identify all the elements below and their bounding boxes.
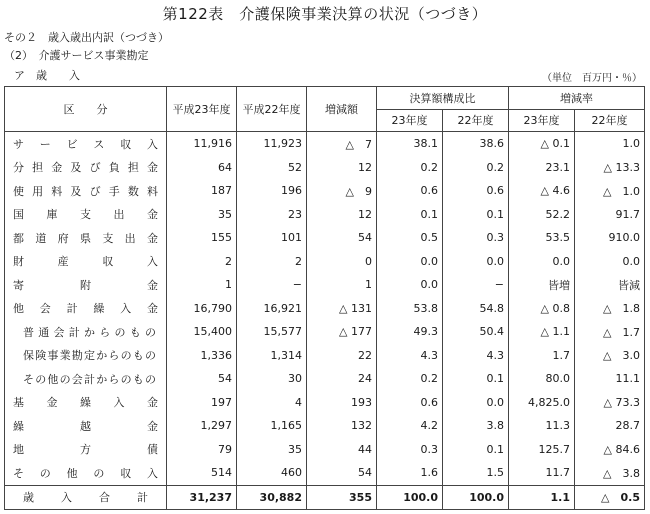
row-label: 使用料及び手数料	[5, 179, 167, 203]
row-label: 保険事業勘定からのもの	[5, 344, 167, 368]
ratio-22: −	[443, 273, 509, 297]
value-h22: 2	[237, 250, 307, 274]
ratio-22: 0.0	[443, 391, 509, 415]
rate-23: 0.0	[509, 250, 575, 274]
rate-22: 0.0	[575, 250, 645, 274]
value-h22: 52	[237, 156, 307, 180]
ratio-23: 0.0	[377, 273, 443, 297]
value-h23: 197	[167, 391, 237, 415]
rate-22: △ 1.7	[575, 320, 645, 344]
header-rate-22: 22年度	[575, 109, 645, 132]
rate-22: 1.0	[575, 132, 645, 156]
ratio-22: 0.3	[443, 226, 509, 250]
rate-22: △ 0.5	[575, 485, 645, 510]
table-row	[5, 273, 645, 297]
row-label: 都道府県支出金	[5, 226, 167, 250]
ratio-22: 0.2	[443, 156, 509, 180]
rate-22: △ 3.0	[575, 344, 645, 368]
row-label: 他会計繰入金	[5, 297, 167, 321]
value-h22: 23	[237, 203, 307, 227]
ratio-22: 3.8	[443, 414, 509, 438]
row-label: 繰越金	[5, 414, 167, 438]
table-body	[5, 132, 645, 510]
ratio-22: 50.4	[443, 320, 509, 344]
value-h23: 35	[167, 203, 237, 227]
ratio-22: 4.3	[443, 344, 509, 368]
row-label: 財産収入	[5, 250, 167, 274]
header-ratio-22: 22年度	[443, 109, 509, 132]
row-label: 普通会計からのもの	[5, 320, 167, 344]
table-row	[5, 297, 645, 321]
change-amount: 54	[307, 461, 377, 485]
row-label: その他の収入	[5, 461, 167, 485]
section-subtitle: その２ 歳入歳出内訳（つづき）	[4, 31, 169, 44]
rate-22: △ 3.8	[575, 461, 645, 485]
rate-23: 4,825.0	[509, 391, 575, 415]
rate-22: △ 1.8	[575, 297, 645, 321]
ratio-22: 0.6	[443, 179, 509, 203]
rate-22: △ 73.3	[575, 391, 645, 415]
ratio-23: 0.2	[377, 156, 443, 180]
value-h23: 79	[167, 438, 237, 462]
ratio-23: 100.0	[377, 485, 443, 510]
value-h23: 2	[167, 250, 237, 274]
change-amount: 24	[307, 367, 377, 391]
header-h22: 平成22年度	[237, 87, 307, 132]
value-h23: 11,916	[167, 132, 237, 156]
value-h23: 1	[167, 273, 237, 297]
rate-23: 1.1	[509, 485, 575, 510]
rate-23: △ 0.1	[509, 132, 575, 156]
header-ratio-23: 23年度	[377, 109, 443, 132]
ratio-23: 0.0	[377, 250, 443, 274]
ratio-23: 4.2	[377, 414, 443, 438]
table-row	[5, 367, 645, 391]
change-amount: 22	[307, 344, 377, 368]
table-row	[5, 391, 645, 415]
unit-note: （単位 百万円・％）	[542, 73, 642, 84]
change-amount: 132	[307, 414, 377, 438]
rate-23: 52.2	[509, 203, 575, 227]
rate-22: 11.1	[575, 367, 645, 391]
change-amount: △ 9	[307, 179, 377, 203]
value-h22: 16,921	[237, 297, 307, 321]
ratio-22: 0.0	[443, 250, 509, 274]
rate-23: 11.3	[509, 414, 575, 438]
row-label: 分担金及び負担金	[5, 156, 167, 180]
value-h22: 11,923	[237, 132, 307, 156]
row-label: 国庫支出金	[5, 203, 167, 227]
value-h22: 15,577	[237, 320, 307, 344]
change-amount: △ 7	[307, 132, 377, 156]
rate-23: △ 4.6	[509, 179, 575, 203]
ratio-23: 49.3	[377, 320, 443, 344]
value-h23: 1,297	[167, 414, 237, 438]
ratio-22: 0.1	[443, 203, 509, 227]
header-category: 区 分	[5, 87, 167, 132]
ratio-22: 100.0	[443, 485, 509, 510]
ratio-22: 0.1	[443, 367, 509, 391]
rate-23: △ 0.8	[509, 297, 575, 321]
ratio-23: 0.5	[377, 226, 443, 250]
change-amount: △ 177	[307, 320, 377, 344]
table-row	[5, 250, 645, 274]
ratio-22: 54.8	[443, 297, 509, 321]
row-label: サービス収入	[5, 132, 167, 156]
value-h22: 4	[237, 391, 307, 415]
table-row	[5, 156, 645, 180]
table-heading: ア 歳 入	[14, 69, 80, 82]
row-label: 歳入合計	[5, 485, 167, 510]
value-h22: 35	[237, 438, 307, 462]
ratio-22: 0.1	[443, 438, 509, 462]
value-h23: 187	[167, 179, 237, 203]
change-amount: △ 131	[307, 297, 377, 321]
header-rate-group: 増減率	[509, 87, 645, 110]
table-row	[5, 226, 645, 250]
value-h22: 101	[237, 226, 307, 250]
change-amount: 12	[307, 156, 377, 180]
value-h23: 54	[167, 367, 237, 391]
table-row	[5, 132, 645, 156]
rate-23: 皆増	[509, 273, 575, 297]
value-h22: 1,165	[237, 414, 307, 438]
ratio-23: 0.6	[377, 179, 443, 203]
value-h23: 16,790	[167, 297, 237, 321]
table-row	[5, 344, 645, 368]
ratio-23: 53.8	[377, 297, 443, 321]
ratio-23: 0.3	[377, 438, 443, 462]
rate-22: △ 1.0	[575, 179, 645, 203]
page-title: 第122表 介護保険事業決算の状況（つづき）	[162, 5, 488, 23]
value-h23: 1,336	[167, 344, 237, 368]
change-amount: 355	[307, 485, 377, 510]
table-row	[5, 461, 645, 485]
rate-22: 91.7	[575, 203, 645, 227]
ratio-23: 0.2	[377, 367, 443, 391]
rate-22: 910.0	[575, 226, 645, 250]
rate-23: 23.1	[509, 156, 575, 180]
ratio-23: 0.6	[377, 391, 443, 415]
rate-22: 28.7	[575, 414, 645, 438]
change-amount: 1	[307, 273, 377, 297]
rate-23: 11.7	[509, 461, 575, 485]
value-h23: 31,237	[167, 485, 237, 510]
change-amount: 54	[307, 226, 377, 250]
value-h22: −	[237, 273, 307, 297]
value-h22: 196	[237, 179, 307, 203]
value-h23: 15,400	[167, 320, 237, 344]
header-rate-23: 23年度	[509, 109, 575, 132]
rate-22: 皆減	[575, 273, 645, 297]
row-label: 基金繰入金	[5, 391, 167, 415]
rate-23: 1.7	[509, 344, 575, 368]
rate-23: △ 1.1	[509, 320, 575, 344]
header-change: 増減額	[307, 87, 377, 132]
rate-23: 125.7	[509, 438, 575, 462]
value-h23: 514	[167, 461, 237, 485]
total-row	[5, 485, 645, 510]
row-label: 寄附金	[5, 273, 167, 297]
change-amount: 44	[307, 438, 377, 462]
change-amount: 193	[307, 391, 377, 415]
value-h23: 64	[167, 156, 237, 180]
rate-23: 80.0	[509, 367, 575, 391]
ratio-23: 1.6	[377, 461, 443, 485]
ratio-22: 1.5	[443, 461, 509, 485]
rate-22: △ 84.6	[575, 438, 645, 462]
value-h22: 30,882	[237, 485, 307, 510]
revenue-table	[4, 86, 645, 510]
value-h22: 30	[237, 367, 307, 391]
rate-22: △ 13.3	[575, 156, 645, 180]
ratio-22: 38.6	[443, 132, 509, 156]
row-label: その他の会計からのもの	[5, 367, 167, 391]
change-amount: 0	[307, 250, 377, 274]
row-label: 地方債	[5, 438, 167, 462]
ratio-23: 0.1	[377, 203, 443, 227]
subsection-subtitle: （2） 介護サービス事業勘定	[4, 49, 149, 62]
table-row	[5, 203, 645, 227]
table-row	[5, 179, 645, 203]
table-row	[5, 414, 645, 438]
value-h22: 460	[237, 461, 307, 485]
rate-23: 53.5	[509, 226, 575, 250]
header-h23: 平成23年度	[167, 87, 237, 132]
ratio-23: 4.3	[377, 344, 443, 368]
table-row	[5, 438, 645, 462]
value-h23: 155	[167, 226, 237, 250]
table-row	[5, 320, 645, 344]
ratio-23: 38.1	[377, 132, 443, 156]
header-ratio-group: 決算額構成比	[377, 87, 509, 110]
change-amount: 12	[307, 203, 377, 227]
value-h22: 1,314	[237, 344, 307, 368]
